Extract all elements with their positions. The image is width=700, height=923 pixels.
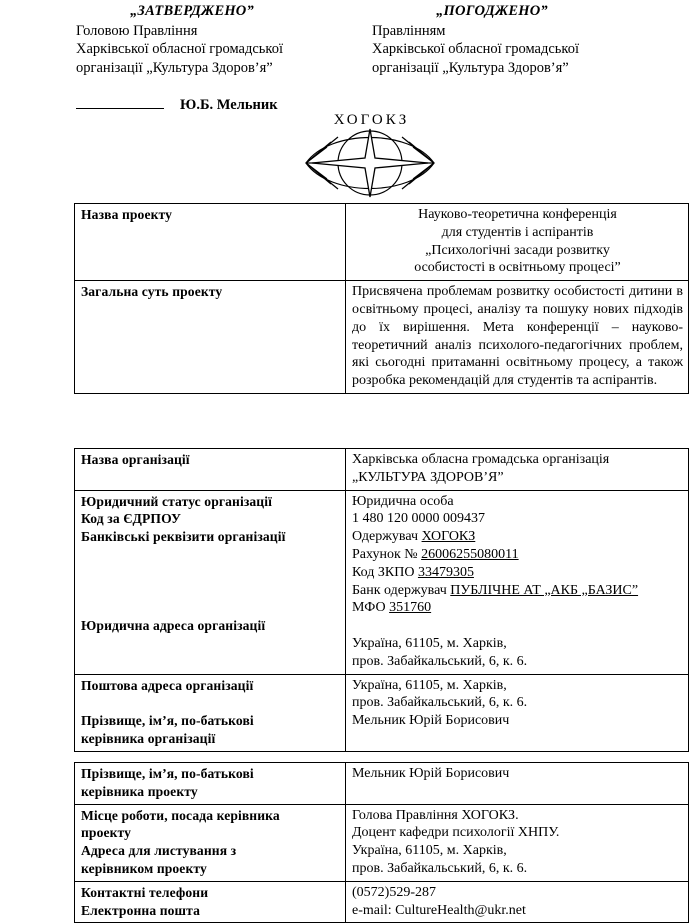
- row-label-cell: [75, 881, 346, 923]
- row-value-cell: [346, 490, 689, 674]
- label-manager-workplace-line-2: проекту: [81, 825, 132, 841]
- recipient-label: Одержувач: [352, 529, 422, 545]
- label-manager-fullname-line-1: Прізвище, ім’я, по-батькові: [81, 766, 254, 781]
- label-head-fullname-line-1: Прізвище, ім’я, по-батькові: [81, 713, 254, 729]
- approval-left-line-2: Харківської обласної громадської: [76, 41, 283, 57]
- row-label-cell: [75, 490, 346, 674]
- table-row: [75, 490, 689, 674]
- row-label-cell: [75, 674, 346, 751]
- value-contact-phone: (0572)529-287: [352, 884, 436, 900]
- bank-label: Банк одержувач: [352, 582, 451, 598]
- approval-header: [0, 0, 700, 96]
- label-postal-address: Поштова адреса організації: [81, 677, 254, 693]
- label-legal-status: Юридичний статус організації: [81, 493, 272, 509]
- row-label-cell: [75, 204, 346, 281]
- row-value-cell: [346, 804, 689, 881]
- compass-star-logo-icon: [302, 127, 438, 199]
- row-value-cell: [346, 674, 689, 751]
- value-postal-address-line-1: Україна, 61105, м. Харків,: [352, 677, 507, 693]
- value-manager-fullname: Мельник Юрій Борисович: [352, 766, 510, 781]
- label-project-name: Назва проекту: [81, 207, 173, 222]
- approval-right-line-2: Харківської обласної громадської: [372, 41, 579, 57]
- value-bank-recipient: [352, 528, 683, 546]
- row-label-cell: [75, 763, 346, 805]
- table-row: [75, 763, 689, 805]
- label-head-fullname-line-2: керівника організації: [81, 730, 216, 746]
- table-row: [75, 674, 689, 751]
- value-legal-address-line-2: пров. Забайкальський, 6, к. 6.: [352, 653, 528, 669]
- value-project-summary: Присвячена проблемам розвитку особистості дитини в освітньому процесі, аналізу та пошуку нових підходів до їх вирішення. Мета конференції – науково-теоретичний аналіз психолого-педагогічних проблем, які сьогодні притаманні освітньому процесу, а також розробка рекомендацій для студентів та аспірантів.: [352, 284, 683, 389]
- label-spacer: [81, 546, 340, 564]
- label-manager-fullname-line-2: керівника проекту: [81, 783, 198, 799]
- value-postal-address-line-2: пров. Забайкальський, 6, к. 6.: [352, 695, 528, 711]
- approval-left-title: „ЗАТВЕРДЖЕНО”: [130, 3, 254, 19]
- row-label-cell: [75, 804, 346, 881]
- value-legal-status: [352, 493, 683, 511]
- value-mfo-code: [352, 599, 683, 617]
- value-project-name-line-2: для студентів і аспірантів: [441, 224, 594, 240]
- value-manager-position-line-2: Доцент кафедри психології ХНПУ.: [352, 825, 560, 841]
- approval-right-line-3: організації „Культура Здоров’я”: [372, 59, 569, 76]
- label-manager-mailing-line-1: Адреса для листування з: [81, 843, 237, 859]
- value-project-name-line-3: „Психологічні засади розвитку: [425, 242, 610, 258]
- value-legal-address-line-1: Україна, 61105, м. Харків,: [352, 635, 507, 651]
- approval-block-right: [372, 2, 672, 77]
- value-bank-name: [352, 582, 683, 600]
- signature-line: [76, 95, 164, 109]
- label-legal-address: Юридична адреса організації: [81, 618, 266, 634]
- account-label: Рахунок №: [352, 546, 422, 562]
- label-spacer: [81, 694, 340, 712]
- value-project-name-line-1: Науково-теоретична конференція: [418, 207, 617, 222]
- mfo-label: МФО: [352, 600, 390, 616]
- approval-right-line-1: Правлінням: [372, 22, 446, 39]
- value-bank-account: [352, 546, 683, 564]
- table-row: [75, 204, 689, 281]
- row-value-cell: [346, 204, 689, 281]
- label-spacer: [81, 564, 340, 582]
- project-info-table: [74, 203, 689, 394]
- recipient-value: ХОГОКЗ: [421, 529, 476, 545]
- row-label-cell: [75, 449, 346, 491]
- label-bank-details: Банківські реквізити організації: [81, 529, 286, 545]
- organization-info-table: [74, 448, 689, 752]
- value-edrpou-code: [352, 510, 683, 528]
- mfo-value: 351760: [389, 600, 432, 616]
- table-row: [75, 881, 689, 923]
- zkpo-label: Код ЗКПО: [352, 564, 418, 580]
- organization-logo: [290, 112, 450, 199]
- label-project-summary: Загальна суть проекту: [81, 284, 223, 300]
- label-manager-mailing-line-2: керівником проекту: [81, 860, 207, 876]
- approval-left-line-3: організації „Культура Здоров’я”: [76, 59, 273, 76]
- row-value-cell: [346, 763, 689, 805]
- value-spacer: [352, 617, 683, 635]
- value-zkpo-code: [352, 564, 683, 582]
- label-contact-phones: Контактні телефони: [81, 884, 209, 900]
- row-value-cell: [346, 881, 689, 923]
- value-head-fullname: Мельник Юрій Борисович: [352, 713, 510, 729]
- value-organization-name-line-2: „КУЛЬТУРА ЗДОРОВ’Я”: [352, 469, 504, 485]
- label-manager-workplace-line-1: Місце роботи, посада керівника: [81, 807, 280, 823]
- bank-value: ПУБЛІЧНЕ АТ „АКБ „БАЗИС”: [450, 582, 639, 598]
- label-edrpou-code: Код за ЄДРПОУ: [81, 511, 182, 527]
- table-row: [75, 804, 689, 881]
- row-value-cell: [346, 449, 689, 491]
- label-spacer: [81, 582, 340, 600]
- value-email: e-mail: CultureHealth@ukr.net: [352, 902, 526, 918]
- approval-left-line-1: Головою Правління: [76, 22, 198, 39]
- row-value-cell: [346, 281, 689, 394]
- label-email: Електронна пошта: [81, 902, 200, 918]
- value-organization-name-line-1: Харківська обласна громадська організація: [352, 452, 610, 467]
- value-manager-address-line-2: пров. Забайкальський, 6, к. 6.: [352, 860, 528, 876]
- account-number: 26006255080011: [421, 546, 519, 562]
- table-row: [75, 449, 689, 491]
- zkpo-value: 33479305: [417, 564, 474, 580]
- value-project-name-line-4: особистості в освітньому процесі”: [414, 260, 621, 276]
- approval-block-left: [76, 2, 366, 77]
- legal-status-text: Юридична особа: [352, 493, 454, 509]
- project-manager-table: [74, 762, 689, 923]
- approval-right-title: „ПОГОДЖЕНО”: [436, 3, 548, 19]
- value-manager-position-line-1: Голова Правління ХОГОКЗ.: [352, 807, 519, 823]
- table-row: [75, 281, 689, 394]
- label-spacer: [81, 599, 340, 617]
- logo-caption: ХОГОКЗ: [333, 112, 410, 128]
- signatory-name: Ю.Б. Мельник: [180, 97, 278, 113]
- label-organization-name: Назва організації: [81, 452, 190, 467]
- row-label-cell: [75, 281, 346, 394]
- edrpou-code-text: 1 480 120 0000 009437: [352, 511, 485, 527]
- value-manager-address-line-1: Україна, 61105, м. Харків,: [352, 843, 507, 859]
